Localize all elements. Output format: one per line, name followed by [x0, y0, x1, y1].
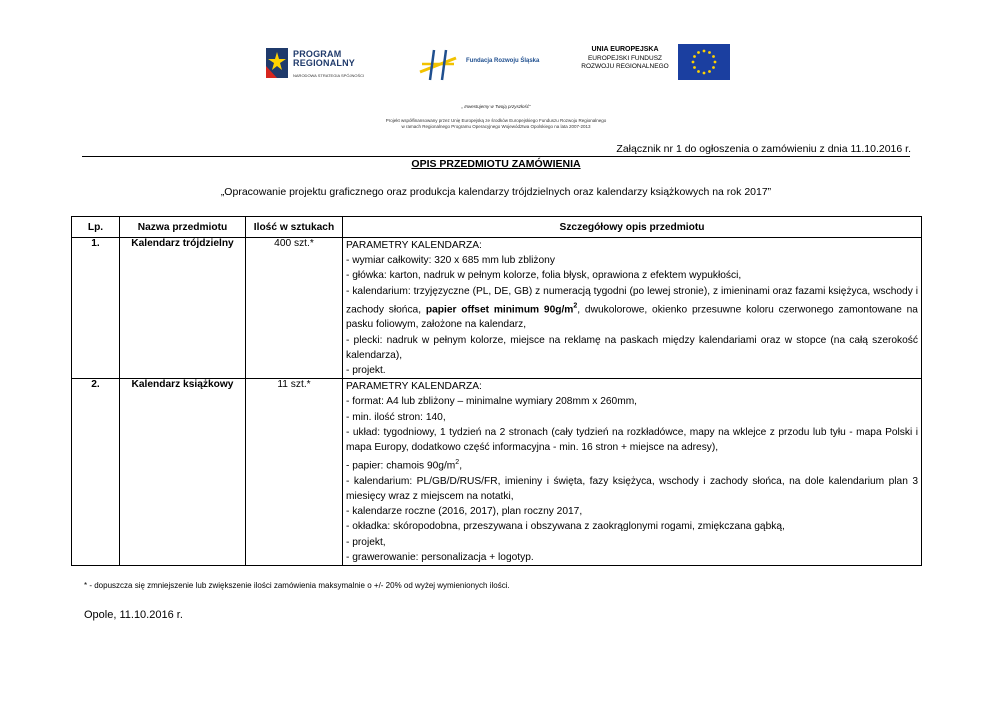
program-regionalny-logo	[263, 46, 375, 82]
motto: „ Inwestujemy w Twoją przyszłość”	[461, 104, 531, 109]
row-lp: 2.	[72, 379, 120, 566]
items-table	[71, 216, 922, 566]
header-description: Szczegółowy opis przedmiotu	[343, 217, 922, 238]
divider	[82, 156, 910, 157]
header-qty: Ilość w sztukach	[246, 217, 343, 238]
eu-logo-text: UNIA EUROPEJSKA EUROPEJSKI FUNDUSZ ROZWOJU REGIONALNEGO	[581, 46, 669, 70]
row-qty: 400 szt.*	[246, 238, 343, 379]
program-logo-subtext: NARODOWA STRATEGIA SPÓJNOŚCI	[293, 73, 365, 78]
table-header-row	[72, 217, 922, 238]
row-description: PARAMETRY KALENDARZA: - format: A4 lub zbliżony – minimalne wymiary 208mm x 260mm, - min. ilość stron: 140, - układ: tygodniowy, 1 tydzień na 2 stronach (cały tydzień na rozkładówce, mapy na wklejce z przodu lub tyłu - mapa Polski i mapa Europy, dodatkowo część informacyjna - min. 16 stron + miejsce na adresy), - papier: chamois $90g/m^2$, - kalendarium: PL/GB/D/RUS/FR, imieniny i święta, fazy księżyca, wschody i zachody słońca, na dole kalendarium plan 3 miesięcy wraz z miejscem na notatki, - kalendarze roczne (2016, 2017), plan roczny 2017, - okładka: skóropodobna, przeszywana i obszywana z zaokrąglonymi rogami, zmiękczana gąbką, - projekt, - grawerowanie: personalizacja + logotyp.	[343, 379, 922, 566]
row-qty: 11 szt.*	[246, 379, 343, 566]
document-title: OPIS PRZEDMIOTU ZAMÓWIENIA	[411, 158, 581, 170]
document-subtitle: „Opracowanie projektu graficznego oraz produkcja kalendarzy trójdzielnych oraz kalendarzy książkowych na rok 2017”	[220, 186, 772, 198]
row-lp: 1.	[72, 238, 120, 379]
table-row	[72, 379, 922, 566]
fundacja-logo-text: Fundacja Rozwoju Śląska	[466, 58, 540, 64]
project-cofinancing-note: Projekt współfinansowany przez Unię Europejską ze środków Europejskiego Funduszu Rozwoju Regionalnego w ramach Regionalnego Programu Operacyjnego Województwa Opolskiego na lata 2007-2013	[385, 118, 607, 129]
program-logo-text: PROGRAM REGIONALNY	[293, 49, 356, 68]
fundacja-logo	[414, 48, 559, 82]
header-lp: Lp.	[72, 217, 120, 238]
table-row	[72, 238, 922, 379]
program-star-icon	[263, 46, 291, 80]
row-name: Kalendarz trójdzielny	[120, 238, 246, 379]
annex-reference: Załącznik nr 1 do ogłoszenia o zamówieniu z dnia 11.10.2016 r.	[616, 143, 911, 155]
fundacja-emblem-icon	[414, 48, 462, 82]
place-date: Opole, 11.10.2016 r.	[84, 609, 183, 621]
eu-flag-icon	[678, 44, 730, 80]
header-name: Nazwa przedmiotu	[120, 217, 246, 238]
footnote: * - dopuszcza się zmniejszenie lub zwiększenie ilości zamówienia maksymalnie o +/- 20% od wyżej wymienionych ilości.	[84, 581, 510, 590]
row-name: Kalendarz książkowy	[120, 379, 246, 566]
row-description: PARAMETRY KALENDARZA: - wymiar całkowity: 320 x 685 mm lub zbliżony - główka: karton, nadruk w pełnym kolorze, folia błysk, oprawiona z efektem wypukłości, - kalendarium: trzyjęzyczne (PL, DE, GB) z numeracją tygodni (po lewej stronie), z imieninami oraz fazami księżyca, wschody i zachody słońca, papier offset minimum $90g/m^2$, dwukolorowe, okienko przesuwne koloru czerwonego zamontowane na pasku foliowym, założone na kalendarz, - plecki: nadruk w pełnym kolorze, miejsce na reklamę na paskach między kalendariami oraz w stopce (na całą szerokość kalendarza), - projekt.	[343, 238, 922, 379]
